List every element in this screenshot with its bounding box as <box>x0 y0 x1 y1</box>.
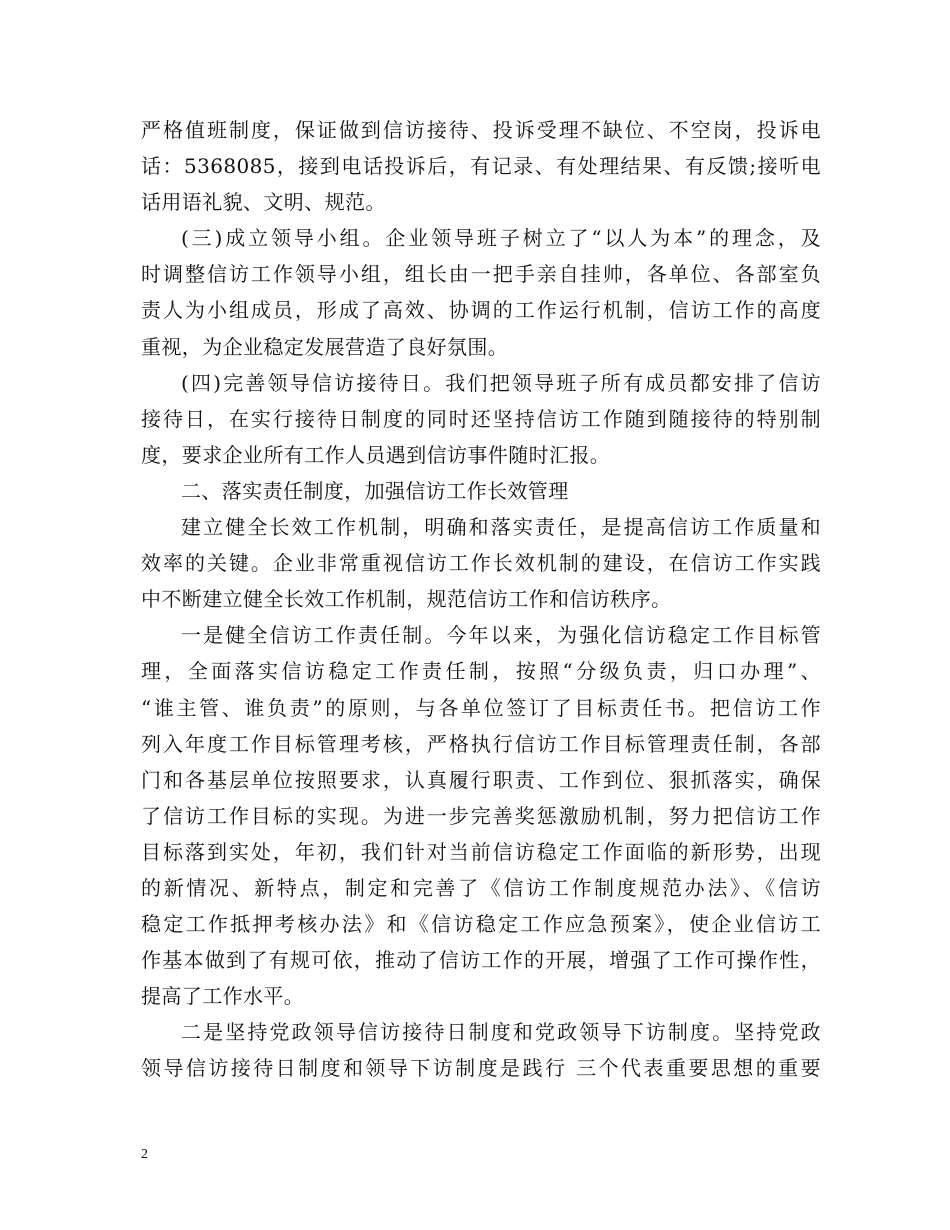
text-line: 二、落实责任制度，加强信访工作长效管理 <box>181 478 569 503</box>
text-line: 度，要求企业所有工作人员遇到信访事件随时汇报。 <box>141 442 611 467</box>
text-line: 列入年度工作目标管理考核，严格执行信访工作目标管理责任制，各部 <box>141 731 821 756</box>
text-line: 话用语礼貌、文明、规范。 <box>141 190 386 215</box>
text-line: 了信访工作目标的实现。为进一步完善奖惩激励机制，努力把信访工作 <box>141 803 821 828</box>
text-line: 时调整信访工作领导小组，组长由一把手亲自挂帅，各单位、各部室负 <box>141 262 821 287</box>
text-line: (四)完善领导信访接待日。我们把领导班子所有成员都安排了信访 <box>181 370 821 395</box>
text-line: 建立健全长效工作机制，明确和落实责任，是提高信访工作质量和 <box>181 515 821 540</box>
text-line: 门和各基层单位按照要求，认真履行职责、工作到位、狠抓落实，确保 <box>141 767 821 792</box>
text-line: 的新情况、新特点，制定和完善了《信访工作制度规范办法》、《信访 <box>141 875 821 900</box>
text-line: 理，全面落实信访稳定工作责任制，按照“分级负责，归口办理”、 <box>141 659 821 684</box>
text-line: 效率的关键。企业非常重视信访工作长效机制的建设，在信访工作实践 <box>141 551 821 576</box>
text-line: 重视，为企业稳定发展营造了良好氛围。 <box>141 334 509 359</box>
text-line: “谁主管、谁负责”的原则，与各单位签订了目标责任书。把信访工作 <box>141 695 821 720</box>
page-number: 2 <box>141 1147 148 1162</box>
text-line: 中不断建立健全长效工作机制，规范信访工作和信访秩序。 <box>141 587 672 612</box>
text-line: 二是坚持党政领导信访接待日制度和党政领导下访制度。坚持党政 <box>181 1020 821 1045</box>
text-line: 领导信访接待日制度和领导下访制度是践行 三个代表重要思想的重要 <box>141 1056 821 1081</box>
text-line: 一是健全信访工作责任制。今年以来，为强化信访稳定工作目标管 <box>181 623 821 648</box>
document-body <box>141 112 821 1087</box>
text-line: 作基本做到了有规可依，推动了信访工作的开展，增强了工作可操作性， <box>141 948 821 973</box>
text-line: 稳定工作抵押考核办法》和《信访稳定工作应急预案》，使企业信访工 <box>141 912 821 937</box>
text-line: 话：5368085，接到电话投诉后，有记录、有处理结果、有反馈;接听电 <box>141 154 821 179</box>
text-line: (三)成立领导小组。企业领导班子树立了“以人为本”的理念，及 <box>181 226 821 251</box>
text-line: 目标落到实处，年初，我们针对当前信访稳定工作面临的新形势，出现 <box>141 839 821 864</box>
text-line: 责人为小组成员，形成了高效、协调的工作运行机制，信访工作的高度 <box>141 298 821 323</box>
text-line: 严格值班制度，保证做到信访接待、投诉受理不缺位、不空岗，投诉电 <box>141 118 821 142</box>
text-line: 接待日，在实行接待日制度的同时还坚持信访工作随到随接待的特别制 <box>141 406 821 431</box>
text-line: 提高了工作水平。 <box>141 984 305 1009</box>
